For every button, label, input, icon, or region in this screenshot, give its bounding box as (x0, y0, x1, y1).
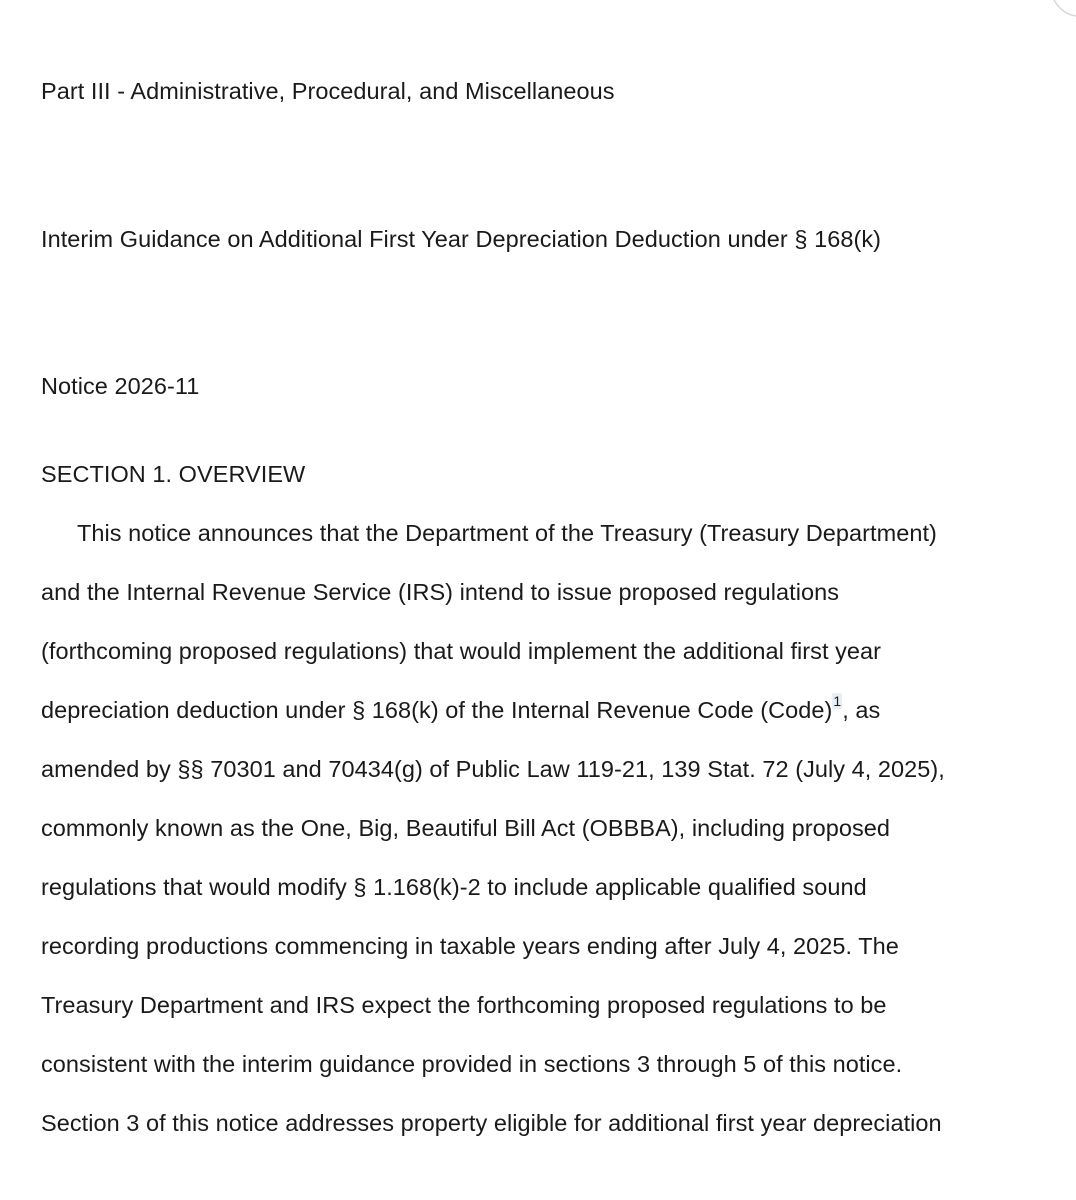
part-heading: Part III - Administrative, Procedural, and Miscellaneous (41, 78, 615, 104)
section-heading: SECTION 1. OVERVIEW (41, 461, 306, 487)
paragraph-line-11: Section 3 of this notice addresses property eligible for additional first year depreciation (41, 1110, 942, 1136)
paragraph-line-1: This notice announces that the Department of the Treasury (Treasury Department) (77, 520, 937, 546)
paragraph-line-4 (41, 695, 880, 725)
paragraph-line-4-suffix: , as (842, 697, 881, 723)
paragraph-line-10: consistent with the interim guidance provided in sections 3 through 5 of this notice. (41, 1051, 903, 1077)
paragraph-line-7: regulations that would modify § 1.168(k)-2 to include applicable qualified sound (41, 874, 867, 900)
document-title: Interim Guidance on Additional First Year Depreciation Deduction under § 168(k) (41, 226, 881, 252)
paragraph-line-6: commonly known as the One, Big, Beautiful Bill Act (OBBBA), including proposed (41, 815, 891, 841)
paragraph-line-8: recording productions commencing in taxable years ending after July 4, 2025. The (41, 933, 899, 959)
paragraph-line-4-text: depreciation deduction under § 168(k) of the Internal Revenue Code (Code) (41, 697, 833, 723)
paragraph-line-2: and the Internal Revenue Service (IRS) intend to issue proposed regulations (41, 579, 839, 605)
notice-number: Notice 2026-11 (41, 373, 200, 399)
page-corner-curl-icon (1052, 0, 1076, 18)
paragraph-line-3: (forthcoming proposed regulations) that would implement the additional first year (41, 638, 882, 664)
paragraph-line-5: amended by §§ 70301 and 70434(g) of Public Law 119-21, 139 Stat. 72 (July 4, 2025), (41, 756, 945, 782)
footnote-marker-link[interactable]: 1 (833, 693, 842, 710)
paragraph-line-9: Treasury Department and IRS expect the forthcoming proposed regulations to be (41, 992, 887, 1018)
